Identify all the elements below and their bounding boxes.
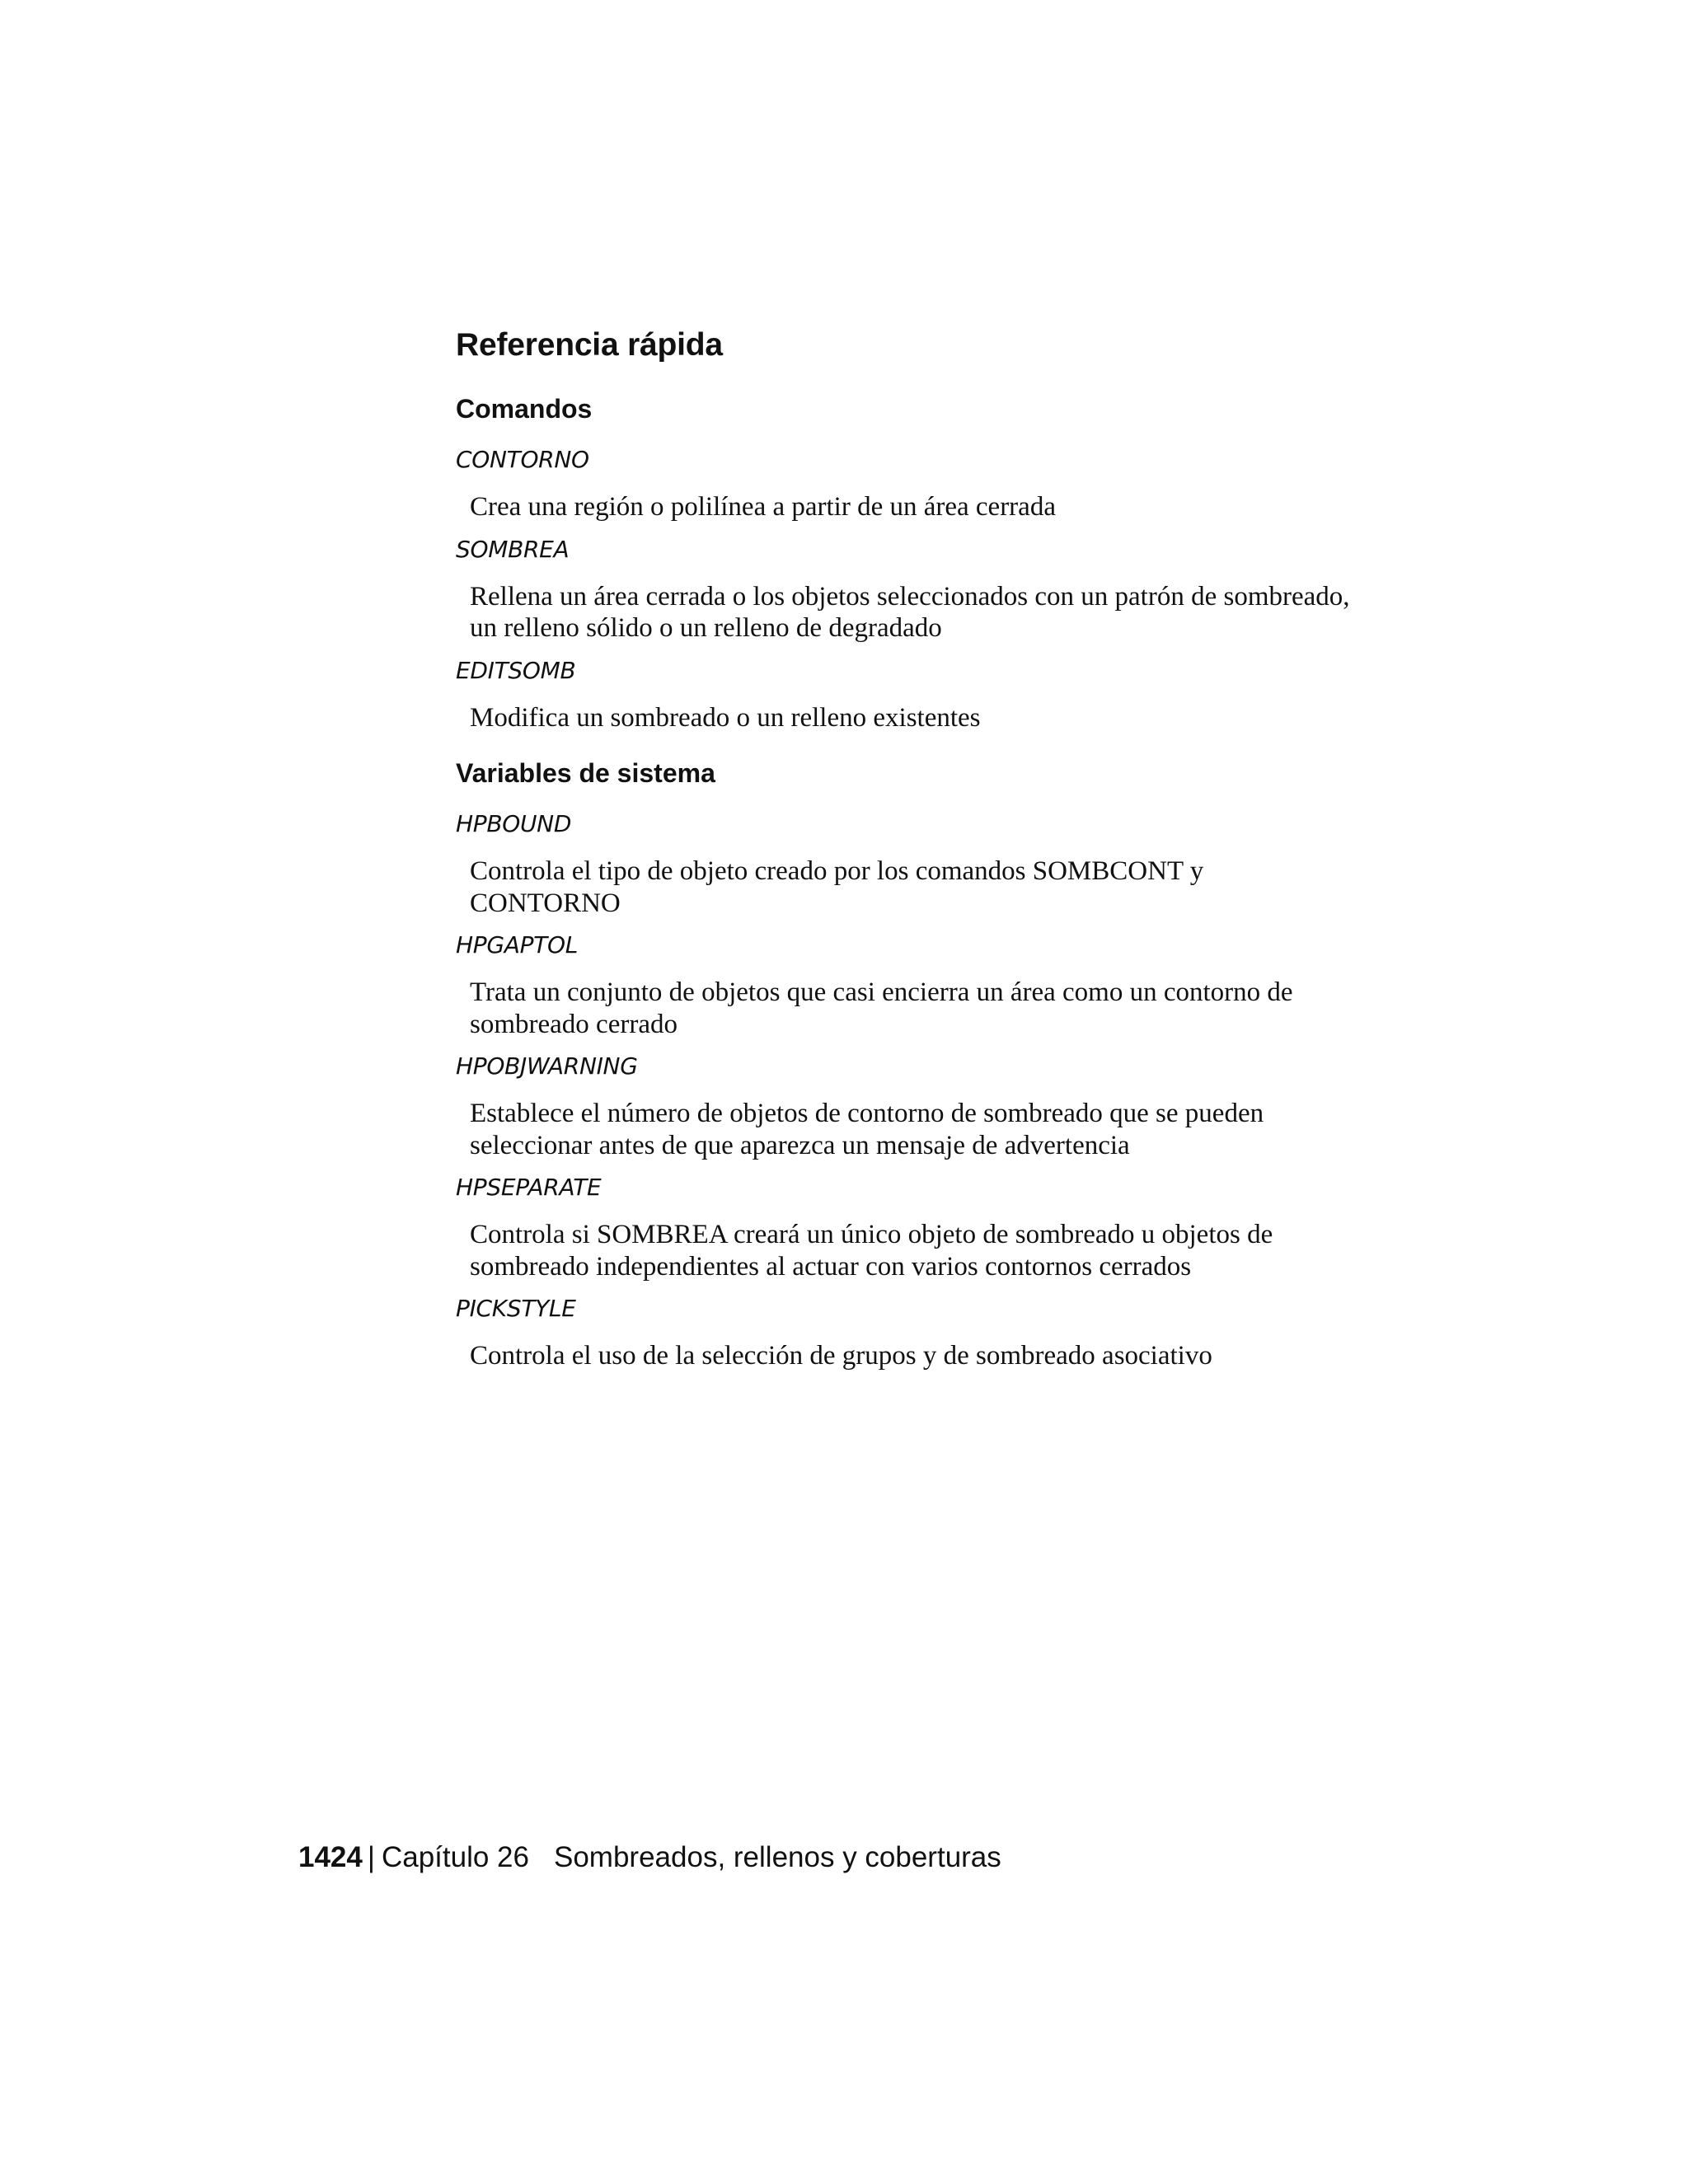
- chapter-label: Capítulo 26: [381, 1841, 529, 1873]
- variable-description: Controla si SOMBREA creará un único objeto de sombreado u objetos de sombreado independientes al actuar con varios contornos cerrados: [470, 1220, 1273, 1282]
- page-content: [456, 326, 1379, 1384]
- variable-term: HPSEPARATE: [456, 1174, 602, 1201]
- chapter-title: Sombreados, rellenos y coberturas: [554, 1841, 1001, 1873]
- command-term: CONTORNO: [456, 446, 589, 473]
- variable-description: Establece el número de objetos de contorno de sombreado que se pueden seleccionar antes de que aparezca un mensaje de advertencia: [470, 1099, 1264, 1160]
- variable-term: HPOBJWARNING: [456, 1052, 638, 1080]
- footer-separator: |: [367, 1841, 375, 1873]
- variable-description: Controla el uso de la selección de grupos y de sombreado asociativo: [470, 1341, 1212, 1371]
- variable-term: PICKSTYLE: [456, 1295, 576, 1322]
- command-term: EDITSOMB: [456, 656, 576, 684]
- variable-description: Trata un conjunto de objetos que casi encierra un área como un contorno de sombreado cerrado: [470, 977, 1293, 1039]
- page-number: 1424: [298, 1841, 363, 1873]
- variable-term: HPBOUND: [456, 810, 572, 837]
- commands-heading: Comandos: [456, 394, 593, 424]
- command-term: SOMBREA: [456, 535, 570, 563]
- command-description: Modifica un sombreado o un relleno existentes: [470, 702, 981, 733]
- commands-list: [456, 445, 1379, 733]
- page-footer: [298, 1840, 1001, 1876]
- command-description: Crea una región o polilínea a partir de un área cerrada: [470, 492, 1056, 522]
- variable-term: HPGAPTOL: [456, 931, 579, 958]
- command-description: Rellena un área cerrada o los objetos seleccionados con un patrón de sombreado, un relleno sólido o un relleno de degradado: [470, 581, 1350, 643]
- variable-description: Controla el tipo de objeto creado por los comandos SOMBCONT y CONTORNO: [470, 856, 1204, 918]
- system-variables-heading: Variables de sistema: [456, 758, 715, 788]
- system-variables-list: [456, 809, 1379, 1372]
- section-title: Referencia rápida: [456, 327, 723, 363]
